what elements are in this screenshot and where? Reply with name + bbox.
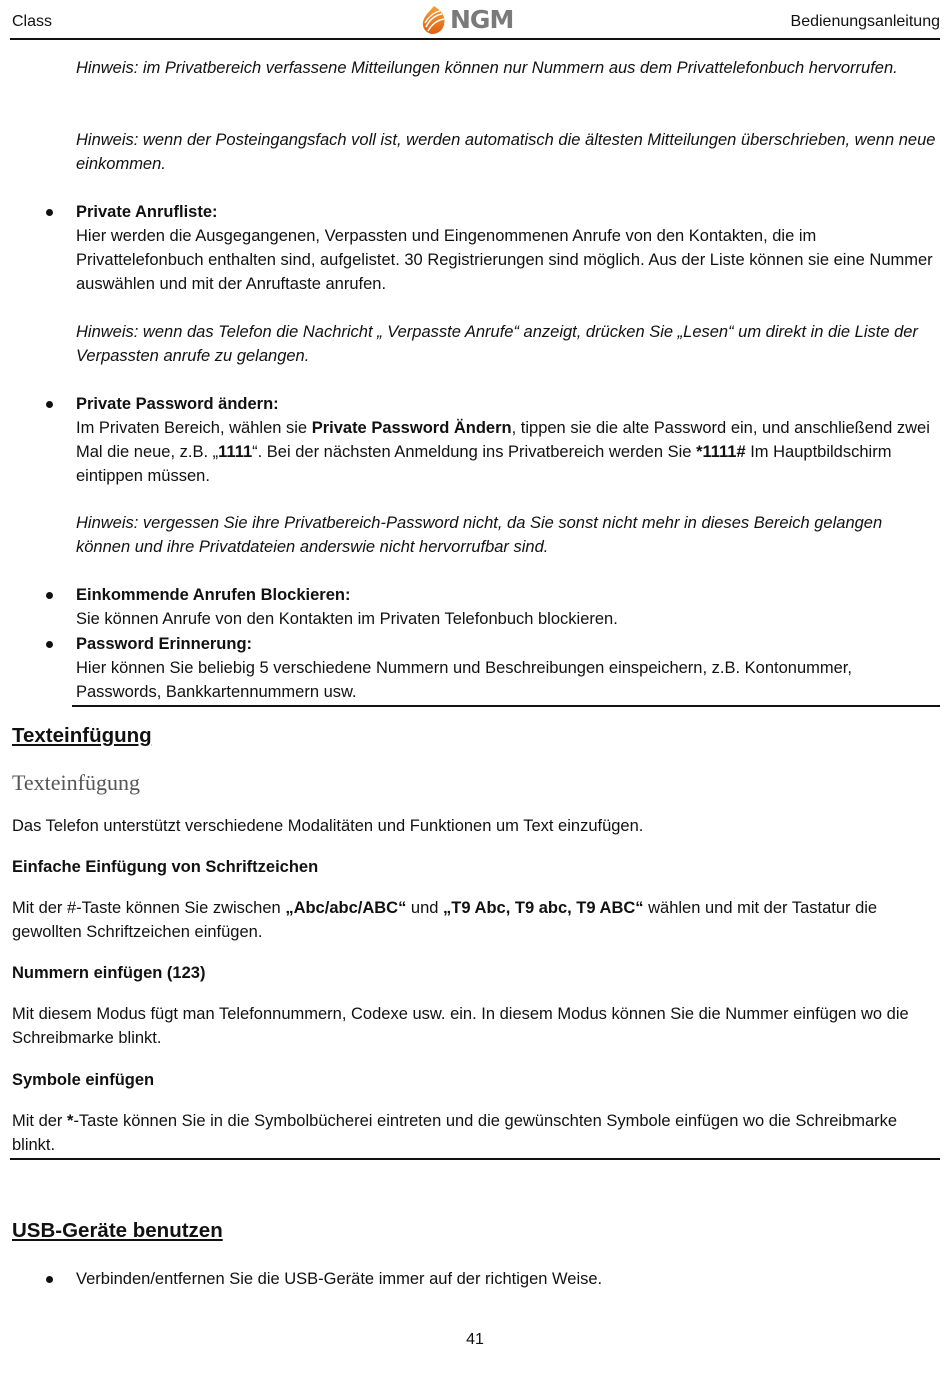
text-span: -Taste können Sie in die Symbolbücherei eintreten und die gewünschten Symbole einfügen wo die Schreibmarke blinkt.	[12, 1112, 898, 1154]
bold-span: *1111#	[696, 443, 746, 461]
text-span: “. Bei der nächsten Anmeldung ins Privatbereich werden Sie	[252, 443, 697, 461]
item-title: Private Password ändern:	[76, 395, 279, 413]
bullet-icon	[46, 592, 53, 599]
note-private-messages	[76, 56, 936, 80]
list-item-block-calls	[76, 583, 936, 631]
text-span: , tippen sie die alte Password ein, und anschließend zwei Mal die neue, z.B. „	[76, 419, 930, 461]
header-right-text: Bedienungsanleitung	[790, 13, 940, 30]
item-text: Hier werden die Ausgegangenen, Verpassten und Eingenommenen Anrufe von den Kontakten, die im Privattelefonbuch enthalten sind, aufgelistet. 30 Registrierungen sind möglich. Aus der Liste können sie eine Nummer auswählen und mit der Anruftaste anrufen.	[76, 227, 933, 293]
bullet-icon	[46, 209, 53, 216]
section-heading-usb: USB-Geräte benutzen	[12, 1219, 223, 1242]
list-item-private-password	[76, 392, 936, 488]
text-span: Im Privaten Bereich, wählen sie	[76, 419, 312, 437]
note-text: Hinweis: vergessen Sie ihre Privatbereich-Password nicht, da Sie sonst nicht mehr in dieses Bereich gelangen können und ihre Privatdateien anderswie nicht hervorrufbar sind.	[76, 514, 883, 556]
bullet-icon	[46, 401, 53, 408]
paragraph-simple	[12, 896, 936, 944]
bold-span: *	[67, 1112, 74, 1130]
section-heading-text-input: Texteinfügung	[12, 724, 152, 747]
item-text: Hier können Sie beliebig 5 verschiedene Nummern und Beschreibungen einspeichern, z.B. Kontonummer, Passwords, Bankkartennummern usw.	[76, 659, 852, 701]
note-text: Hinweis: wenn der Posteingangsfach voll ist, werden automatisch die ältesten Mitteilungen überschrieben, wenn neue einkommen.	[76, 131, 936, 173]
item-title: Password Erinnerung:	[76, 635, 253, 653]
subheading-text: Einfache Einfügung von Schriftzeichen	[12, 858, 319, 876]
subheading-simple	[12, 855, 936, 879]
note-password-forget	[76, 511, 936, 559]
logo-wordmark: NGM	[450, 5, 514, 34]
ngm-flame-icon	[420, 5, 448, 35]
note-missed-calls	[76, 320, 936, 368]
note-inbox-full	[76, 128, 936, 176]
text-span: Mit der #-Taste können Sie zwischen	[12, 899, 286, 917]
item-title: Private Anrufliste:	[76, 203, 218, 221]
subheading-numbers	[12, 961, 936, 985]
list-item-password-reminder	[76, 632, 936, 704]
section-divider	[72, 705, 940, 707]
item-text: Sie können Anrufe von den Kontakten im Privaten Telefonbuch blockieren.	[76, 610, 618, 628]
paragraph	[12, 1109, 936, 1157]
item-title: Einkommende Anrufen Blockieren:	[76, 586, 351, 604]
bold-span: 1111	[218, 443, 253, 461]
paragraph-numbers	[12, 1002, 936, 1050]
section-divider	[10, 1158, 940, 1160]
subheading-text: Symbole einfügen	[12, 1071, 155, 1089]
text-span: Mit der	[12, 1112, 68, 1130]
page-header	[10, 6, 940, 40]
paragraph-symbols	[12, 1109, 936, 1157]
note-text: Hinweis: wenn das Telefon die Nachricht „ Verpasste Anrufe“ anzeigt, drücken Sie „Lesen“ um direkt in die Liste der Verpassten anrufe zu gelangen.	[76, 323, 918, 365]
header-left-text: Class	[12, 13, 53, 30]
text-span: Im Hauptbildschirm eintippen müssen.	[76, 443, 892, 485]
ngm-logo	[420, 4, 513, 36]
paragraph	[12, 896, 936, 944]
subheading-text: Nummern einfügen (123)	[12, 964, 206, 982]
bold-span: Private Password Ändern	[311, 419, 512, 437]
bold-span: „T9 Abc, T9 abc, T9 ABC“	[443, 899, 644, 917]
list-item-private-call-list	[76, 200, 936, 296]
list-item-usb	[76, 1267, 936, 1291]
text-input-intro	[12, 814, 936, 838]
subheading-symbols	[12, 1068, 936, 1092]
paragraph: Mit diesem Modus fügt man Telefonnummern, Codexe usw. ein. In diesem Modus können Sie die Nummer einfügen wo die Schreibmarke blinkt.	[12, 1005, 909, 1047]
page-number: 41	[466, 1331, 484, 1348]
item-text: Verbinden/entfernen Sie die USB-Geräte immer auf der richtigen Weise.	[76, 1270, 603, 1288]
bullet-icon	[46, 1276, 53, 1283]
text-span: wählen und mit der Tastatur die gewollten Schriftzeichen einfügen.	[12, 899, 878, 941]
text-span: und	[406, 899, 444, 917]
item-text	[76, 416, 936, 488]
paragraph: Das Telefon unterstützt verschiedene Modalitäten und Funktionen um Text einzufügen.	[12, 817, 644, 835]
note-text: Hinweis: im Privatbereich verfassene Mitteilungen können nur Nummern aus dem Privattelefonbuch hervorrufen.	[76, 59, 898, 77]
bullet-icon	[46, 641, 53, 648]
bold-span: „Abc/abc/ABC“	[285, 899, 407, 917]
section-subheading-text-input: Texteinfügung	[12, 770, 140, 795]
